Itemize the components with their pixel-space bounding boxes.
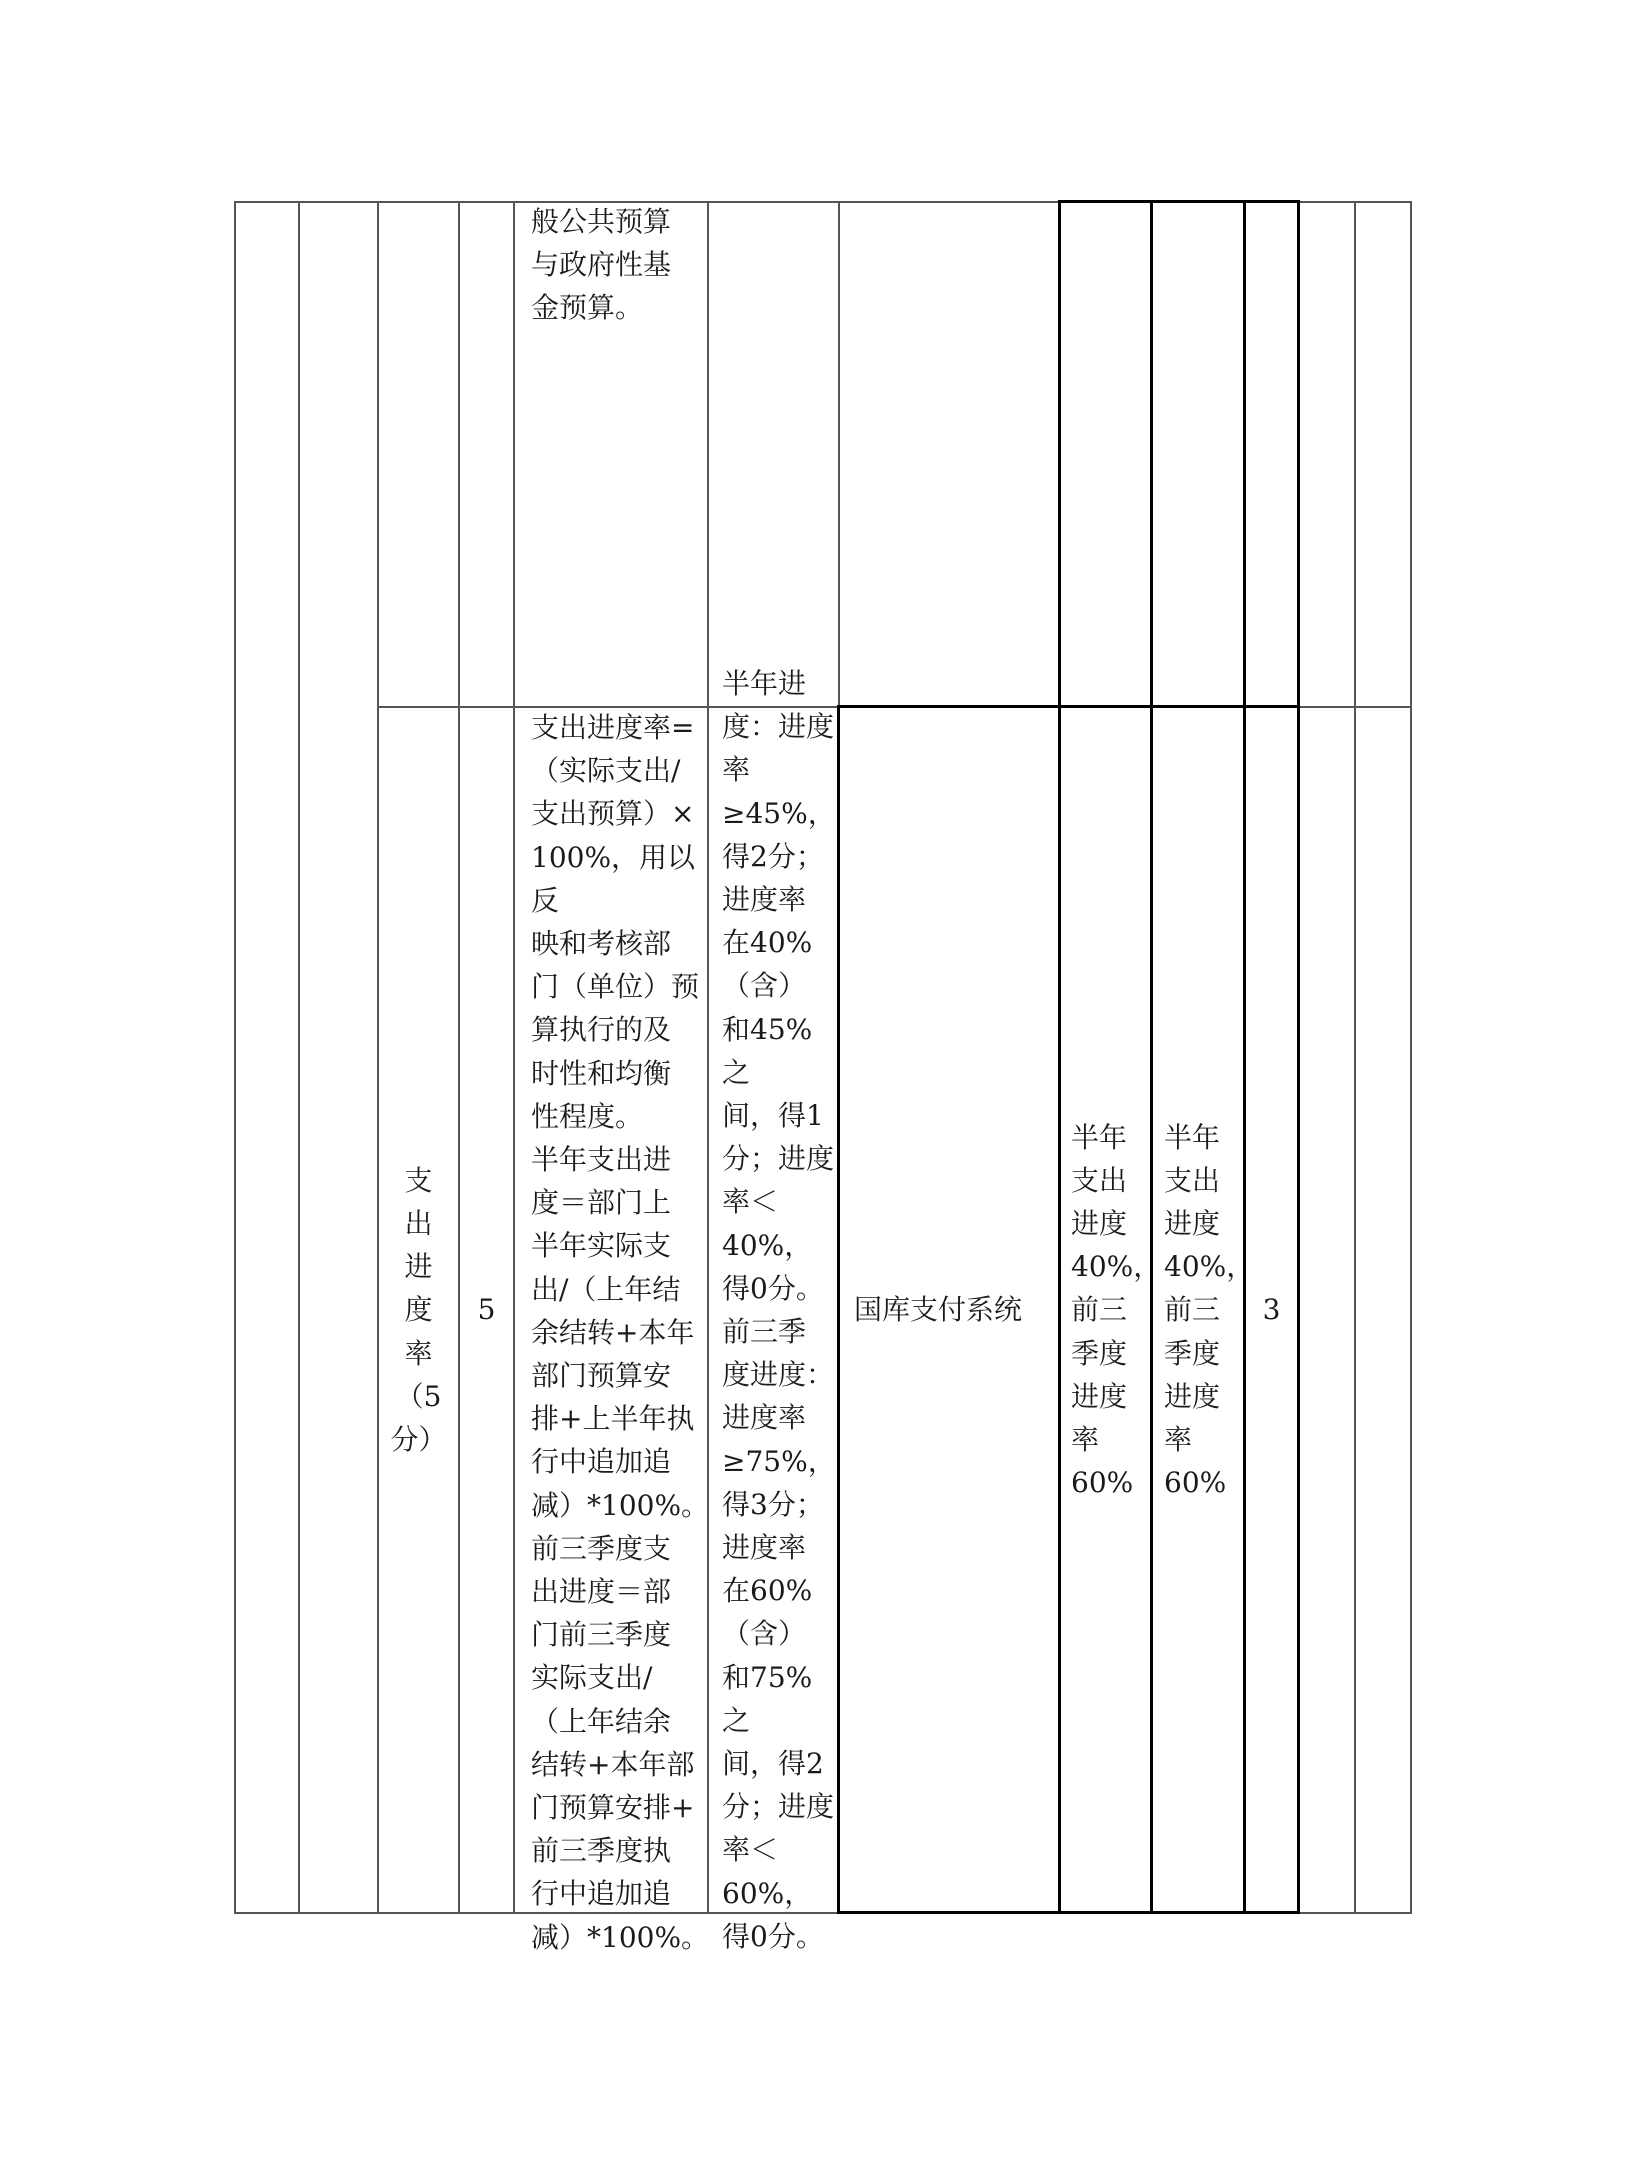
- col-line-12: [1410, 201, 1412, 1914]
- data-source-text: 国库支付系统: [854, 1293, 1023, 1327]
- row2-criteria-cell: 支出进度率= （实际支出/ 支出预算）× 100%，用以反 映和考核部 门（单位）预 算执行的及 时性和均衡 性程度。 半年支出进 度＝部门上 半年实际支 出/（上年结 余结转+本年 部门预算安 排+上半年执 行中追加追 减）*100%。 前三季度支 出进度＝部 门前三季度 实际支出/ （上年结余 结转+本年部 门预算安排+ 前三季度执 行中追加追 减）*100%。: [531, 711, 710, 1954]
- row2-weight-cell: [460, 708, 513, 1912]
- row2-target-value-cell: [1071, 708, 1162, 1912]
- scoring-text: 半年进 度：进度 率≥45%， 得2分； 进度率 在40% （含） 和45%之 间，得1 分；进度 率＜40%， 得0分。 前三季 度进度： 进度率 ≥75%， 得3分； 进度率 在60% （含） 和75%之 间，得2 分；进度 率＜60%， 得0分。: [722, 666, 836, 1953]
- col-line-10: [1297, 201, 1300, 1914]
- row2-scoring-cell: [722, 666, 838, 1953]
- col-line-11: [1354, 201, 1356, 1914]
- row2-score-cell: [1246, 708, 1297, 1912]
- row2-data-source-cell: [854, 708, 1054, 1912]
- weight-text: 5: [477, 1293, 496, 1327]
- row2-indicator-name-cell: [379, 708, 458, 1912]
- score-text: 3: [1262, 1293, 1281, 1327]
- row2-actual-value-cell: [1164, 708, 1255, 1912]
- col-line-0: [234, 201, 236, 1914]
- indicator-name-text: 支 出 进 度 率 （5 分）: [390, 1163, 447, 1456]
- col-line-4: [513, 201, 515, 1914]
- actual-value-text: 半年 支出 进度 40%， 前三 季度 进度 率 60%: [1164, 1120, 1255, 1500]
- col-line-1: [298, 201, 300, 1914]
- target-value-text: 半年 支出 进度 40%， 前三 季度 进度 率 60%: [1071, 1120, 1162, 1500]
- col-line-7: [1058, 201, 1061, 1914]
- row1-criteria-cell: 般公共预算 与政府性基 金预算。: [531, 205, 672, 325]
- highlight-top-row1: [1058, 200, 1300, 203]
